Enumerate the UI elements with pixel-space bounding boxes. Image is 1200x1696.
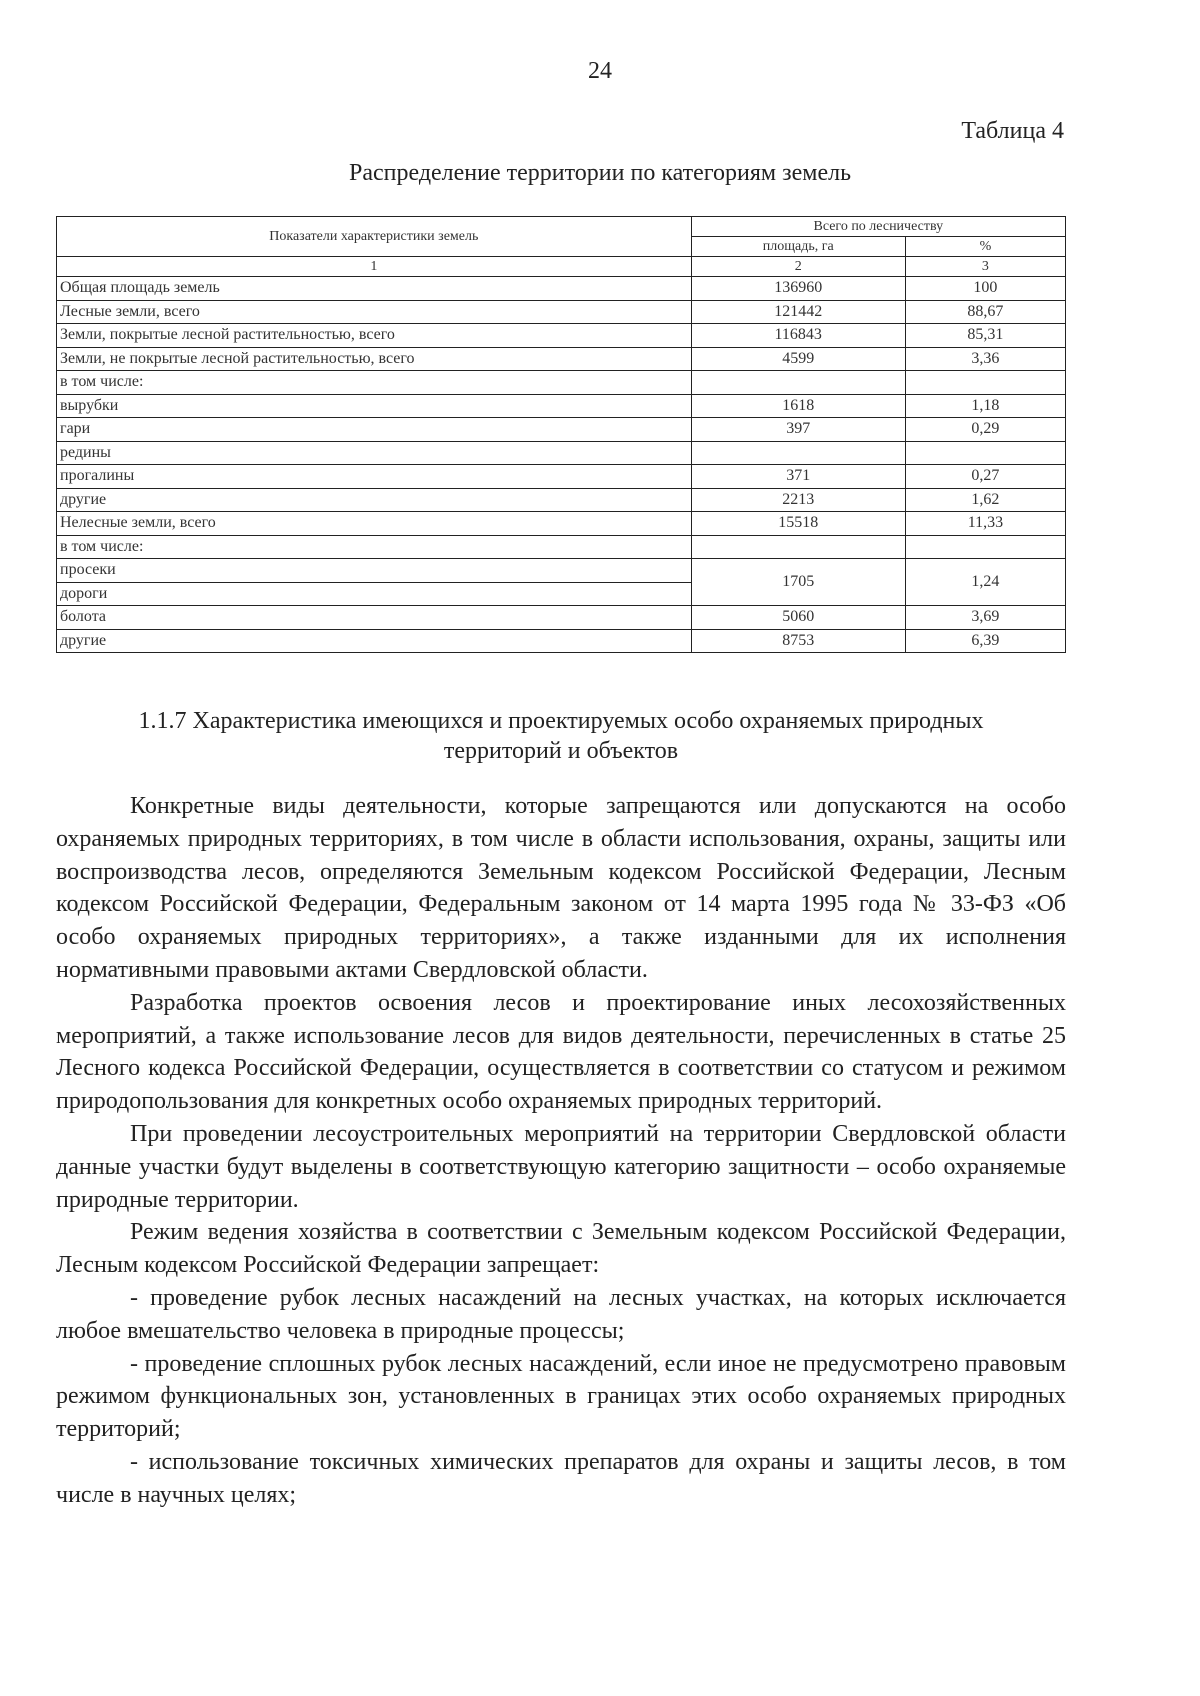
header-total: Всего по лесничеству bbox=[691, 217, 1065, 237]
section-heading-line: 1.1.7 Характеристика имеющихся и проектируемых особо охраняемых природных bbox=[138, 708, 984, 734]
table-header-row bbox=[57, 217, 1066, 237]
table-row bbox=[57, 300, 1066, 324]
row-percent: 88,67 bbox=[905, 300, 1065, 324]
table-column-numbers-row bbox=[57, 257, 1066, 277]
land-categories-table bbox=[56, 216, 1066, 653]
row-label: просеки bbox=[57, 559, 692, 583]
table-row bbox=[57, 347, 1066, 371]
paragraph: Конкретные виды деятельности, которые запрещаются или допускаются на особо охраняемых природных территориях, в том числе в области использования, охраны, защиты или воспроизводства лесов, определяются Земельным кодексом Российской Федерации, Лесным кодексом Российской Федерации, Федеральным законом от 14 марта 1995 года № 33-ФЗ «Об особо охраняемых природных территориях», а также изданными для их исполнения нормативными правовыми актами Свердловской области. bbox=[56, 793, 1066, 983]
table-row bbox=[57, 441, 1066, 465]
table-row bbox=[57, 488, 1066, 512]
row-area: 136960 bbox=[691, 277, 905, 301]
row-percent: 85,31 bbox=[905, 324, 1065, 348]
row-area: 1618 bbox=[691, 394, 905, 418]
paragraph: Режим ведения хозяйства в соответствии с Земельным кодексом Российской Федерации, Лесным кодексом Российской Федерации запрещает: bbox=[56, 1219, 1066, 1279]
row-label: Земли, покрытые лесной растительностью, всего bbox=[57, 324, 692, 348]
row-label: редины bbox=[57, 441, 692, 465]
row-area: 5060 bbox=[691, 606, 905, 630]
row-percent: 1,24 bbox=[905, 559, 1065, 606]
list-item: - проведение рубок лесных насаждений на лесных участках, на которых исключается любое вмешательство человека в природные процессы; bbox=[56, 1284, 1066, 1344]
header-area: площадь, га bbox=[691, 237, 905, 257]
row-label: в том числе: bbox=[57, 371, 692, 395]
row-percent: 11,33 bbox=[905, 512, 1065, 536]
section-heading bbox=[56, 706, 1066, 766]
list-item: - проведение сплошных рубок лесных насаждений, если иное не предусмотрено правовым режимом функциональных зон, установленных в границах этих особо охраняемых природных территорий; bbox=[56, 1350, 1066, 1443]
row-area: 4599 bbox=[691, 347, 905, 371]
column-number: 2 bbox=[691, 257, 905, 277]
table-row bbox=[57, 371, 1066, 395]
row-label: Земли, не покрытые лесной растительностью, всего bbox=[57, 347, 692, 371]
table-row bbox=[57, 535, 1066, 559]
table-row bbox=[57, 418, 1066, 442]
row-percent: 0,27 bbox=[905, 465, 1065, 489]
row-label: другие bbox=[57, 488, 692, 512]
body-text bbox=[56, 790, 1066, 1512]
row-label: Лесные земли, всего bbox=[57, 300, 692, 324]
table-row bbox=[57, 277, 1066, 301]
row-percent bbox=[905, 371, 1065, 395]
row-percent: 1,62 bbox=[905, 488, 1065, 512]
table-row bbox=[57, 465, 1066, 489]
list-item: - использование токсичных химических препаратов для охраны и защиты лесов, в том числе в научных целях; bbox=[56, 1448, 1066, 1508]
row-label: вырубки bbox=[57, 394, 692, 418]
row-area: 121442 bbox=[691, 300, 905, 324]
row-area: 1705 bbox=[691, 559, 905, 606]
table-row bbox=[57, 559, 1066, 583]
row-area: 397 bbox=[691, 418, 905, 442]
row-area: 2213 bbox=[691, 488, 905, 512]
row-label: другие bbox=[57, 629, 692, 653]
row-area bbox=[691, 371, 905, 395]
row-label: Нелесные земли, всего bbox=[57, 512, 692, 536]
table-row bbox=[57, 324, 1066, 348]
table-row bbox=[57, 629, 1066, 653]
paragraph: При проведении лесоустроительных мероприятий на территории Свердловской области данные участки будут выделены в соответствующую категорию защитности – особо охраняемые природные территории. bbox=[56, 1120, 1066, 1213]
table-label: Таблица 4 bbox=[961, 118, 1064, 144]
row-area bbox=[691, 535, 905, 559]
row-percent: 100 bbox=[905, 277, 1065, 301]
row-percent: 3,69 bbox=[905, 606, 1065, 630]
row-percent: 6,39 bbox=[905, 629, 1065, 653]
table-title: Распределение территории по категориям земель bbox=[348, 160, 852, 186]
column-number: 1 bbox=[57, 257, 692, 277]
section-heading-line: территорий и объектов bbox=[443, 738, 679, 764]
row-area: 116843 bbox=[691, 324, 905, 348]
header-percent: % bbox=[905, 237, 1065, 257]
row-percent bbox=[905, 441, 1065, 465]
page-number: 24 bbox=[588, 58, 612, 84]
row-area: 371 bbox=[691, 465, 905, 489]
row-label: Общая площадь земель bbox=[57, 277, 692, 301]
row-percent: 1,18 bbox=[905, 394, 1065, 418]
row-area: 8753 bbox=[691, 629, 905, 653]
row-label: дороги bbox=[57, 582, 692, 606]
paragraph: Разработка проектов освоения лесов и проектирование иных лесохозяйственных мероприятий, а также использование лесов для видов деятельности, перечисленных в статье 25 Лесного кодекса Российской Федерации, осуществляется в соответствии со статусом и режимом природопользования для конкретных особо охраняемых природных территорий. bbox=[56, 989, 1066, 1115]
row-label: болота bbox=[57, 606, 692, 630]
row-label: прогалины bbox=[57, 465, 692, 489]
row-label: гари bbox=[57, 418, 692, 442]
table-row bbox=[57, 394, 1066, 418]
row-area bbox=[691, 441, 905, 465]
row-label: в том числе: bbox=[57, 535, 692, 559]
row-percent: 0,29 bbox=[905, 418, 1065, 442]
column-number: 3 bbox=[905, 257, 1065, 277]
header-indicator: Показатели характеристики земель bbox=[57, 217, 692, 257]
row-percent bbox=[905, 535, 1065, 559]
table-row bbox=[57, 606, 1066, 630]
row-area: 15518 bbox=[691, 512, 905, 536]
row-percent: 3,36 bbox=[905, 347, 1065, 371]
table-row bbox=[57, 512, 1066, 536]
